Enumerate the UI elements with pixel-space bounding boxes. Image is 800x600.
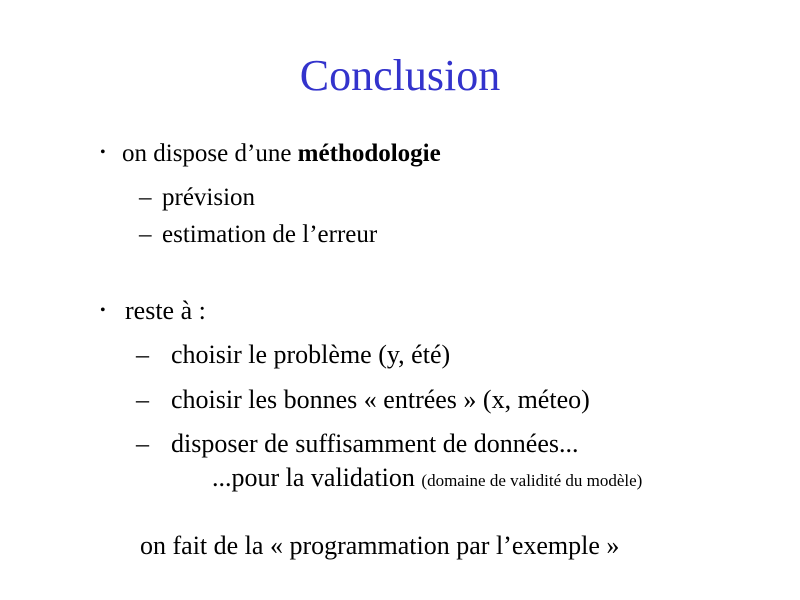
- section2-subitem: choisir les bonnes « entrées » (x, méteo): [171, 385, 590, 414]
- section2-text: reste à :: [125, 296, 206, 325]
- dash-icon: –: [136, 429, 149, 458]
- section2-subitem: disposer de suffisamment de données...: [171, 429, 579, 458]
- continuation-text: ...pour la validation: [212, 463, 422, 492]
- section2-continuation: [212, 463, 642, 496]
- dash-icon: –: [139, 221, 152, 248]
- section2-subitem: choisir le problème (y, été): [171, 340, 451, 369]
- bullet-icon: •: [100, 302, 106, 319]
- dash-icon: –: [139, 184, 152, 211]
- section1-line: [122, 139, 441, 169]
- section1-text: on dispose d’une: [122, 140, 298, 167]
- continuation-small-text: (domaine de validité du modèle): [421, 471, 643, 490]
- dash-icon: –: [136, 385, 149, 414]
- slide-title: Conclusion: [299, 51, 501, 100]
- dash-icon: –: [136, 340, 149, 369]
- bullet-icon: •: [100, 144, 106, 161]
- section1-bold-text: méthodologie: [297, 140, 441, 167]
- closing-line: on fait de la « programmation par l’exemple »: [140, 531, 620, 560]
- section1-subitem: estimation de l’erreur: [162, 221, 378, 248]
- section1-subitem: prévision: [162, 184, 256, 211]
